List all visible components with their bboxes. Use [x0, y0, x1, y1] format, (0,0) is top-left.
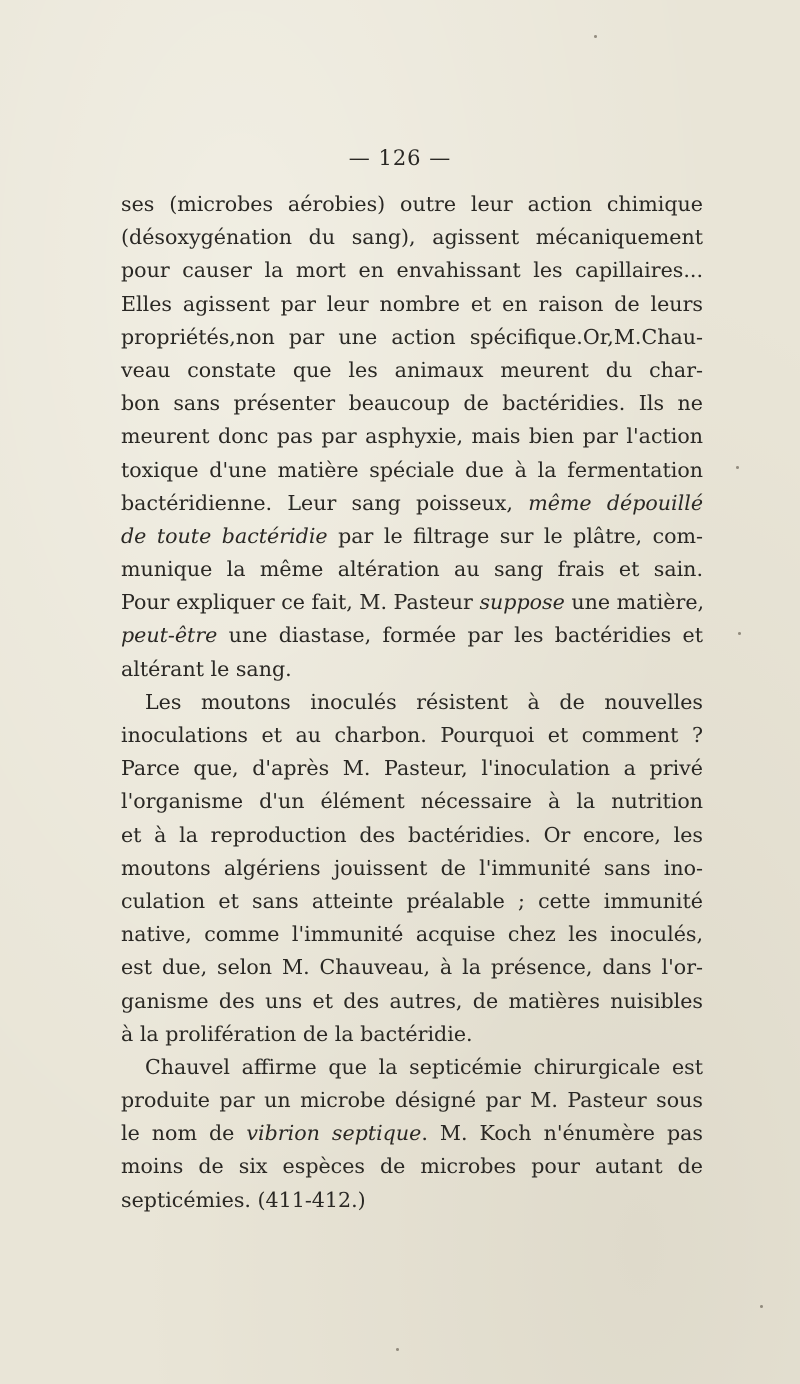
text-segment: Les moutons inoculés résistent à de nouvelles [145, 689, 703, 714]
text-line [121, 1117, 703, 1150]
text-line [121, 619, 703, 652]
text-line [121, 254, 703, 287]
text-segment: une diastase, formée par les bactéridies et [217, 623, 703, 648]
text-segment: par le filtrage sur le plâtre, com- [327, 523, 703, 548]
italic-text: même dépouillé [528, 490, 704, 515]
text-line [121, 1150, 703, 1183]
paper-speck [396, 1348, 399, 1351]
paper-speck [760, 1305, 763, 1308]
text-line [121, 985, 703, 1018]
text-line [121, 918, 703, 951]
text-segment: . M. Koch n'énumère pas [421, 1121, 703, 1146]
text-line [121, 454, 703, 487]
text-line [121, 852, 703, 885]
text-segment: est due, selon M. Chauveau, à la présence, dans l'or- [121, 955, 703, 980]
text-segment: munique la même altération au sang frais et sain. [121, 557, 703, 582]
text-line [121, 288, 703, 321]
text-segment: moutons algériens jouissent de l'immunité sans ino- [121, 855, 703, 880]
text-segment: septicémies. (411-412.) [121, 1187, 366, 1212]
text-segment: Chauvel affirme que la septicémie chirurgicale est [145, 1054, 703, 1079]
text-line [121, 553, 703, 586]
text-segment: à la prolifération de la bactéridie. [121, 1021, 473, 1046]
text-line [121, 752, 703, 785]
text-line [121, 387, 703, 420]
text-line [121, 653, 703, 686]
text-segment: (désoxygénation du sang), agissent mécaniquement [121, 225, 703, 250]
text-line [121, 819, 703, 852]
text-line [121, 520, 703, 553]
paper-speck [738, 632, 741, 635]
text-segment: moins de six espèces de microbes pour autant de [121, 1154, 703, 1179]
paper-speck [594, 35, 597, 38]
text-segment: meurent donc pas par asphyxie, mais bien par l'action [121, 424, 703, 449]
text-segment: bon sans présenter beaucoup de bactéridies. Ils ne [121, 391, 703, 416]
text-segment: le nom de [121, 1121, 247, 1146]
text-line [121, 420, 703, 453]
body-text [121, 188, 703, 1217]
italic-text: peut-être [121, 623, 218, 648]
text-line [121, 719, 703, 752]
text-segment: propriétés,non par une action spécifique.Or,M.Chau- [121, 324, 703, 349]
text-line [121, 1084, 703, 1117]
text-line [121, 586, 703, 619]
text-segment: pour causer la mort en envahissant les capillaires... [121, 258, 703, 283]
text-line [121, 354, 703, 387]
text-line [121, 1051, 703, 1084]
text-segment: et à la reproduction des bactéridies. Or encore, les [121, 822, 703, 847]
text-line [121, 785, 703, 818]
text-line [121, 321, 703, 354]
text-segment: toxique d'une matière spéciale due à la fermentation [121, 457, 703, 482]
text-segment: produite par un microbe désigné par M. Pasteur sous [121, 1088, 703, 1113]
text-line [121, 487, 703, 520]
text-segment: l'organisme d'un élément nécessaire à la nutrition [121, 789, 703, 814]
text-line [121, 188, 703, 221]
text-line [121, 221, 703, 254]
text-segment: bactéridienne. Leur sang poisseux, [121, 490, 529, 515]
text-line [121, 885, 703, 918]
italic-text: de toute bactéridie [121, 523, 328, 548]
text-segment: ganisme des uns et des autres, de matières nuisibles [121, 988, 703, 1013]
text-segment: native, comme l'immunité acquise chez les inoculés, [121, 922, 703, 947]
text-segment: culation et sans atteinte préalable ; cette immunité [121, 888, 703, 913]
text-line [121, 686, 703, 719]
text-segment: altérant le sang. [121, 656, 292, 681]
paper-speck [736, 466, 739, 469]
italic-text: vibrion septique [246, 1121, 422, 1146]
text-line [121, 1018, 703, 1051]
text-segment: Elles agissent par leur nombre et en raison de leurs [121, 291, 703, 316]
text-segment: inoculations et au charbon. Pourquoi et comment ? [121, 723, 703, 747]
text-segment: Parce que, d'après M. Pasteur, l'inoculation a privé [121, 756, 703, 781]
text-segment: une matière, [564, 590, 705, 615]
text-segment: veau constate que les animaux meurent du char- [121, 357, 703, 382]
text-segment: ses (microbes aérobies) outre leur action chimique [121, 192, 703, 216]
text-segment: Pour expliquer ce fait, M. Pasteur [121, 590, 480, 615]
text-line [121, 951, 703, 984]
page-number: — 126 — [348, 146, 452, 170]
italic-text: suppose [479, 590, 565, 615]
text-line [121, 1184, 703, 1217]
